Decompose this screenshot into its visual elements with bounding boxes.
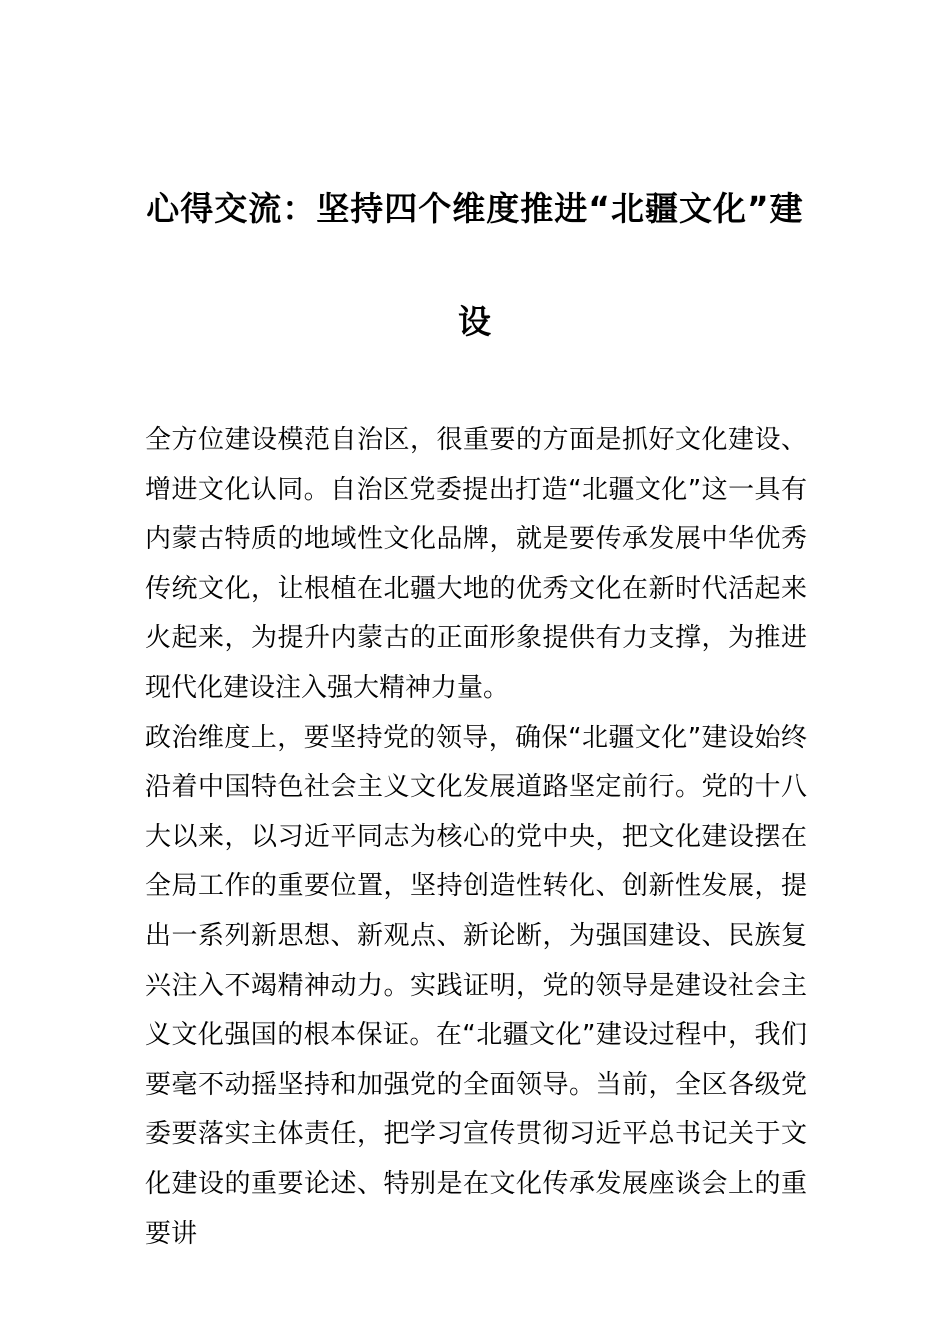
document-title: 心得交流：坚持四个维度推进“北疆文化”建设 bbox=[146, 189, 804, 341]
document-body bbox=[145, 416, 807, 1259]
paragraph-intro: 全方位建设模范自治区，很重要的方面是抓好文化建设、增进文化认同。自治区党委提出打造“北疆文化”这一具有内蒙古特质的地域性文化品牌，就是要传承发展中华优秀传统文化，让根植在北疆大地的优秀文化在新时代活起来火起来，为提升内蒙古的正面形象提供有力支撑，为推进现代化建设注入强大精神力量。 bbox=[145, 425, 807, 703]
paragraph-political-dimension: 政治维度上，要坚持党的领导，确保“北疆文化”建设始终沿着中国特色社会主义文化发展道路坚定前行。党的十八大以来，以习近平同志为核心的党中央，把文化建设摆在全局工作的重要位置，坚持创造性转化、创新性发展，提出一系列新思想、新观点、新论断，为强国建设、民族复兴注入不竭精神动力。实践证明，党的领导是建设社会主义文化强国的根本保证。在“北疆文化”建设过程中，我们要毫不动摇坚持和加强党的全面领导。当前，全区各级党委要落实主体责任，把学习宣传贯彻习近平总书记关于文化建设的重要论述、特别是在文化传承发展座谈会上的重要讲 bbox=[145, 722, 807, 1249]
